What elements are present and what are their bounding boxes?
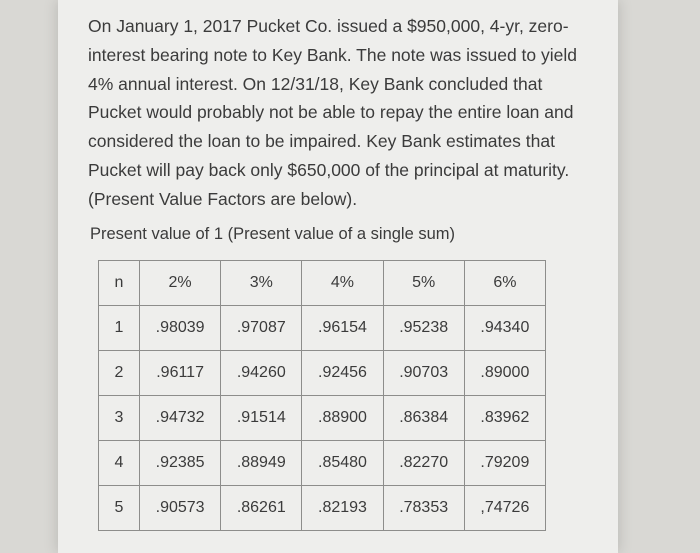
header-cell-rate: 5%	[383, 261, 464, 306]
factor-cell: .88949	[221, 441, 302, 486]
factor-cell: .89000	[464, 351, 545, 396]
factor-cell: .92385	[140, 441, 221, 486]
header-cell-rate: 2%	[140, 261, 221, 306]
table-row	[99, 306, 546, 351]
problem-text	[88, 12, 598, 214]
factor-cell: .79209	[464, 441, 545, 486]
period-cell: 4	[99, 441, 140, 486]
factor-cell: .86261	[221, 486, 302, 531]
factor-cell: .82193	[302, 486, 383, 531]
factor-cell: .78353	[383, 486, 464, 531]
period-cell: 2	[99, 351, 140, 396]
factor-cell: .96154	[302, 306, 383, 351]
factor-cell: .86384	[383, 396, 464, 441]
problem-line: (Present Value Factors are below).	[88, 188, 358, 209]
factor-cell: ,74726	[464, 486, 545, 531]
factor-cell: .98039	[140, 306, 221, 351]
problem-line: interest bearing note to Key Bank. The note was issued to yield	[88, 44, 578, 65]
factor-cell: .90573	[140, 486, 221, 531]
factor-cell: .92456	[302, 351, 383, 396]
problem-line: Pucket would probably not be able to repay the entire loan and	[88, 102, 574, 123]
problem-line: On January 1, 2017 Pucket Co. issued a $950,000, 4-yr, zero-	[88, 16, 569, 36]
factor-cell: .82270	[383, 441, 464, 486]
table-header-row	[99, 261, 546, 306]
header-cell-rate: 4%	[302, 261, 383, 306]
table-row	[99, 486, 546, 531]
factor-cell: .83962	[464, 396, 545, 441]
factor-cell: .95238	[383, 306, 464, 351]
factor-cell: .97087	[221, 306, 302, 351]
present-value-table	[98, 260, 546, 531]
period-cell: 5	[99, 486, 140, 531]
factor-cell: .90703	[383, 351, 464, 396]
factor-cell: .91514	[221, 396, 302, 441]
factor-cell: .94260	[221, 351, 302, 396]
factor-cell: .94732	[140, 396, 221, 441]
period-cell: 1	[99, 306, 140, 351]
factor-cell: .88900	[302, 396, 383, 441]
problem-line: Pucket will pay back only $650,000 of the principal at maturity.	[88, 159, 570, 180]
factor-cell: .94340	[464, 306, 545, 351]
header-cell-rate: 6%	[464, 261, 545, 306]
table-row	[99, 351, 546, 396]
period-cell: 3	[99, 396, 140, 441]
table-row	[99, 396, 546, 441]
table-row	[99, 441, 546, 486]
factor-cell: .85480	[302, 441, 383, 486]
problem-line: considered the loan to be impaired. Key Bank estimates that	[88, 131, 555, 152]
factor-cell: .96117	[140, 351, 221, 396]
header-cell-rate: 3%	[221, 261, 302, 306]
header-cell-n: n	[99, 261, 140, 306]
table-caption: Present value of 1 (Present value of a single sum)	[90, 225, 456, 243]
problem-line: 4% annual interest. On 12/31/18, Key Bank concluded that	[88, 73, 543, 94]
